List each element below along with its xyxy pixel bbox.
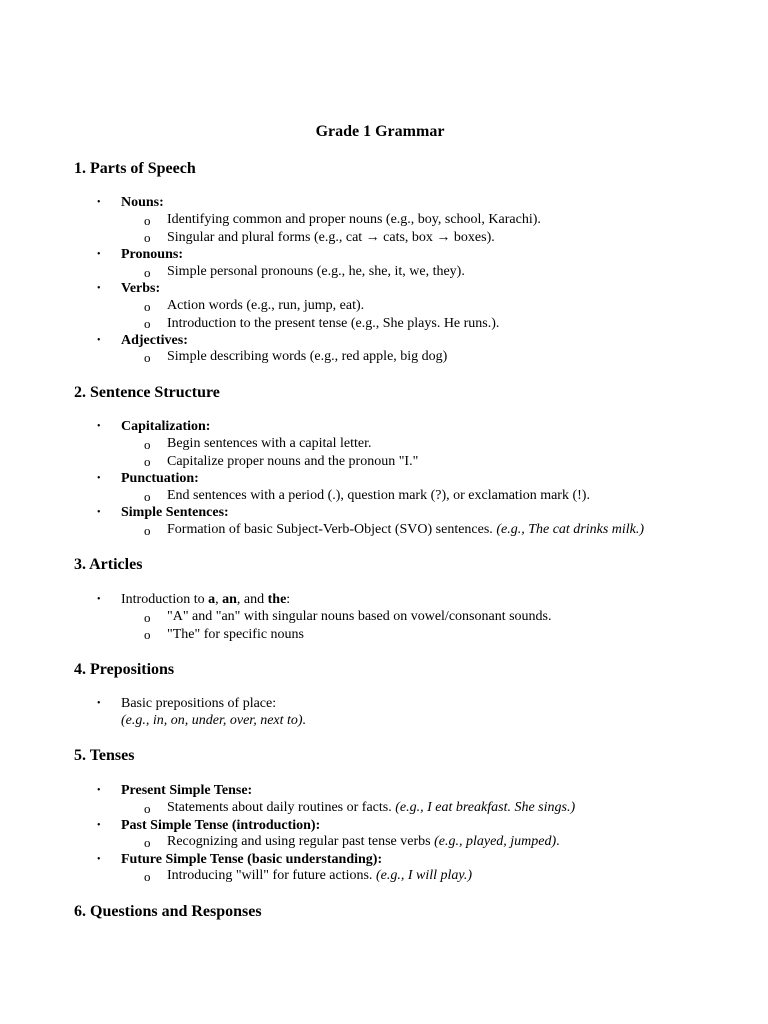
separator: : [286,592,291,607]
intro-text: Introduction to [121,592,209,607]
sub-item: Identifying common and proper nouns (e.g., boy, school, Karachi). [167,212,541,227]
list-item-present-simple [121,782,252,800]
sub-bullet-marker: o [144,350,151,365]
sub-item-end: . [556,834,560,849]
section-heading-sentence-structure: 2. Sentence Structure [74,384,220,401]
sub-bullet-marker: o [144,801,151,816]
sub-bullet-marker: o [144,869,151,884]
sub-bullet-marker: o [144,835,151,850]
example-text: (e.g., I will play.) [375,868,472,883]
bullet-marker: • [97,594,101,605]
sub-item [167,867,472,885]
section-heading-parts-of-speech: 1. Parts of Speech [74,160,196,177]
bullet-marker: • [97,698,101,709]
article-the: the [267,592,287,607]
list-item-punctuation [121,470,199,488]
list-item-nouns [121,194,164,212]
sub-item: Simple personal pronouns (e.g., he, she, it, we, they). [167,264,465,279]
separator: , and [236,592,268,607]
list-item-simple-sentences [121,504,229,522]
sub-bullet-marker: o [144,489,151,504]
sub-bullet-marker: o [144,523,151,538]
sub-item: Introduction to the present tense (e.g., She plays. He runs.). [167,316,500,331]
item-label: Simple Sentences: [121,505,229,520]
sub-item-text: Introducing "will" for future actions. [167,868,373,883]
bullet-marker: • [97,283,101,294]
sub-item: Simple describing words (e.g., red apple, big dog) [167,349,448,364]
item-label: Nouns: [121,195,164,210]
sub-bullet-marker: o [144,230,151,245]
sub-item: Begin sentences with a capital letter. [167,436,372,451]
section-heading-tenses: 5. Tenses [74,747,135,764]
sub-item-text: Recognizing and using regular past tense verbs [167,834,431,849]
article-an: an [222,592,237,607]
item-label: Pronouns: [121,247,183,262]
list-item-prepositions: Basic prepositions of place: [121,696,277,711]
sub-bullet-marker: o [144,213,151,228]
example-text: (e.g., The cat drinks milk.) [496,522,645,537]
section-heading-questions-responses: 6. Questions and Responses [74,903,262,920]
list-item-articles-intro [121,591,290,609]
sub-item: End sentences with a period (.), question mark (?), or exclamation mark (!). [167,488,590,503]
example-text: (e.g., I eat breakfast. She sings.) [395,800,576,815]
bullet-marker: • [97,249,101,260]
bullet-marker: • [97,335,101,346]
example-line [121,712,306,730]
sub-bullet-marker: o [144,627,151,642]
list-item-pronouns [121,246,183,264]
bullet-marker: • [97,820,101,831]
item-label: Past Simple Tense (introduction): [121,818,321,833]
sub-bullet-marker: o [144,265,151,280]
item-label: Present Simple Tense: [121,783,253,798]
article-a: a [208,592,216,607]
bullet-marker: • [97,507,101,518]
bullet-marker: • [97,854,101,865]
sub-item [167,833,560,851]
sub-item: "A" and "an" with singular nouns based on vowel/consonant sounds. [167,609,552,624]
sub-item: Singular and plural forms (e.g., cat → cats, box → boxes). [167,230,495,245]
sub-item: "The" for specific nouns [167,627,304,642]
list-item-capitalization [121,418,210,436]
sub-item-text: Statements about daily routines or facts. [167,800,392,815]
item-label: Verbs: [121,281,161,296]
item-label: Capitalization: [121,419,211,434]
section-heading-prepositions: 4. Prepositions [74,661,175,678]
example-text: (e.g., played, jumped) [434,834,557,849]
bullet-marker: • [97,785,101,796]
sub-item: Action words (e.g., run, jump, eat). [167,298,365,313]
sub-item: Capitalize proper nouns and the pronoun "I." [167,454,419,469]
item-label: Punctuation: [121,471,199,486]
sub-bullet-marker: o [144,437,151,452]
list-item-verbs [121,280,160,298]
item-label: Adjectives: [121,333,188,348]
sub-item-text: Formation of basic Subject-Verb-Object (SVO) sentences. [167,522,493,537]
sub-bullet-marker: o [144,316,151,331]
example-text: (e.g., in, on, under, over, next to). [121,713,307,728]
sub-item [167,521,644,539]
sub-bullet-marker: o [144,610,151,625]
separator: , [215,592,223,607]
sub-bullet-marker: o [144,454,151,469]
section-heading-articles: 3. Articles [74,556,143,573]
item-label: Future Simple Tense (basic understanding): [121,852,383,867]
sub-item [167,799,575,817]
page-title: Grade 1 Grammar [315,123,445,140]
bullet-marker: • [97,473,101,484]
bullet-marker: • [97,421,101,432]
sub-bullet-marker: o [144,299,151,314]
bullet-marker: • [97,197,101,208]
